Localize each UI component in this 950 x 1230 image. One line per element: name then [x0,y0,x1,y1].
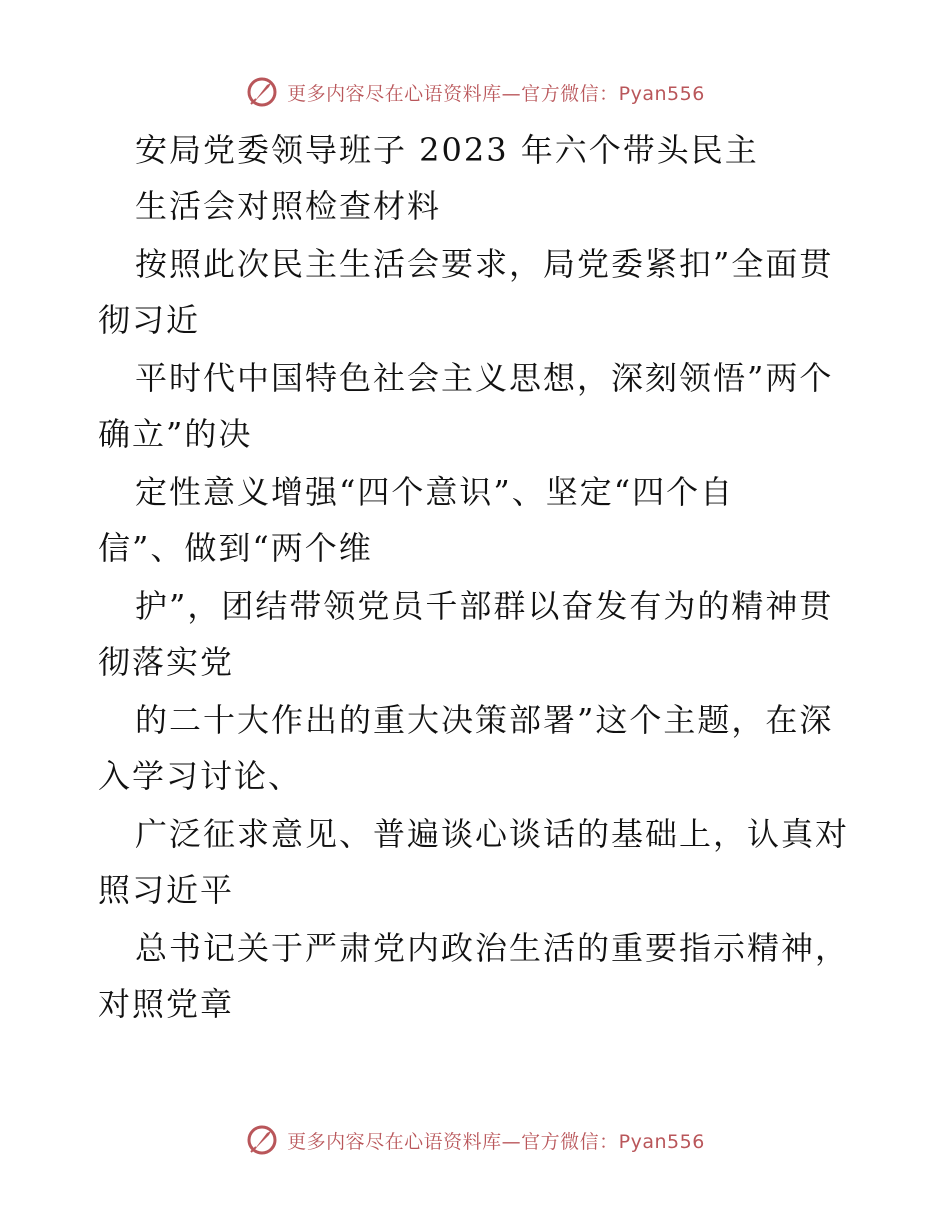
quill-pen-circle-icon [245,75,279,109]
watermark-text: 更多内容尽在心语资料库—官方微信：Pyan556 [287,82,705,105]
paragraph-line: 平时代中国特色社会主义思想，深刻领悟”两个 [135,359,834,397]
paragraph-line: 照习近平 [98,871,235,909]
watermark-banner-top [0,72,950,112]
watermark-text: 更多内容尽在心语资料库—官方微信：Pyan556 [287,1130,705,1153]
paragraph-line: 信”、做到“两个维 [98,529,373,567]
paragraph-line: 广泛征求意见、普遍谈心谈话的基础上，认真对 [135,815,850,853]
paragraph-line: 总书记关于严肃党内政治生活的重要指示精神， [135,929,850,967]
paragraph-line: 的二十大作出的重大决策部署”这个主题，在深 [135,701,834,739]
paragraph-line: 护”，团结带领党员千部群以奋发有为的精神贯 [135,587,834,625]
paragraph-line: 彻落实党 [98,643,235,681]
paragraph-line: 定性意义增强“四个意识”、坚定“四个自 [135,473,735,511]
paragraph-line: 对照党章 [98,985,235,1023]
quill-pen-circle-icon [245,1123,279,1157]
paragraph-line: 确立”的决 [98,415,253,453]
paragraph-line: 彻习近 [98,301,201,339]
watermark-banner-bottom [0,1120,950,1160]
title-line-2: 生活会对照检查材料 [135,187,442,225]
paragraph-line: 按照此次民主生活会要求，局党委紧扣”全面贯 [135,245,834,283]
title-line-1: 安局党委领导班子 2023 年六个带头民主 [135,131,759,169]
paragraph-line: 入学习讨论、 [98,757,303,795]
